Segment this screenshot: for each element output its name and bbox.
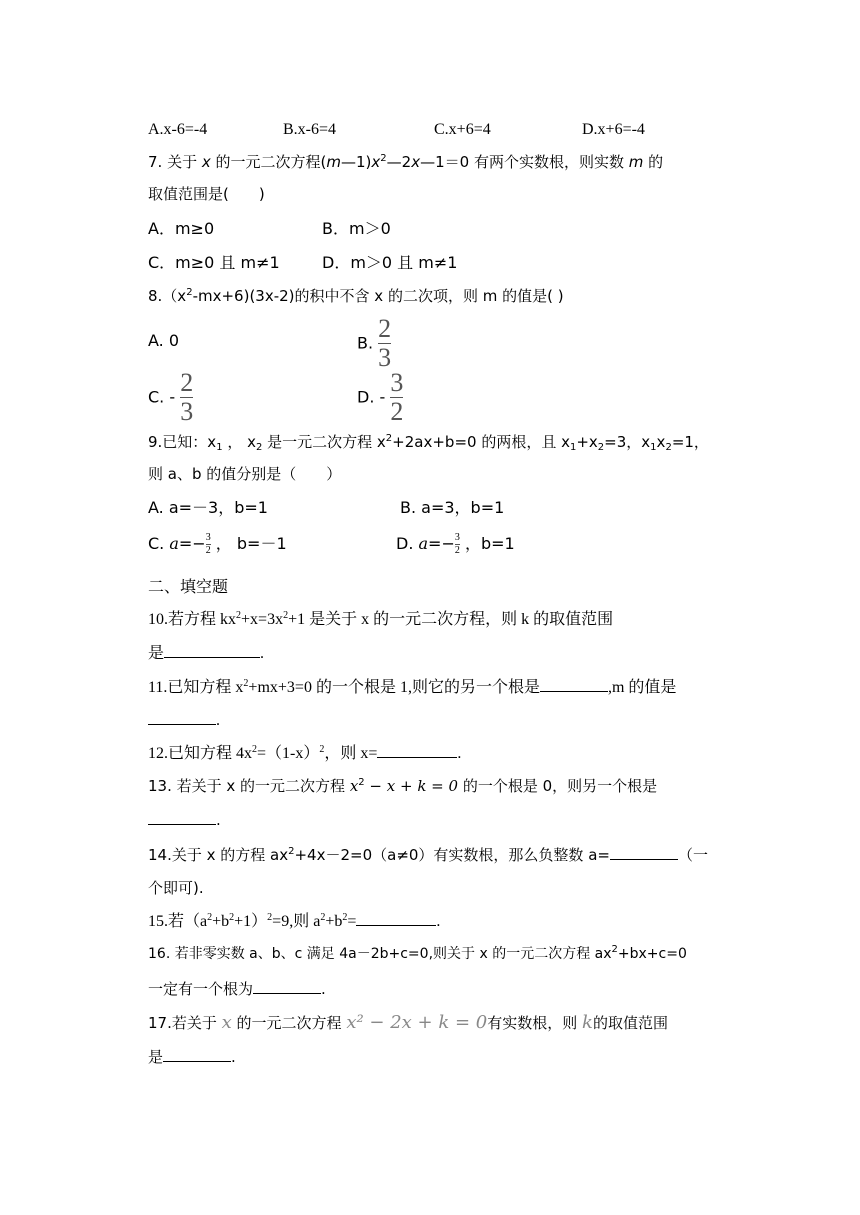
- q16-stem-line2: 一定有一个根为 .: [148, 980, 326, 998]
- q6-option-d: D.x+6=-4: [582, 121, 645, 138]
- q17-answer-blank[interactable]: [163, 1047, 231, 1062]
- q10-answer-blank[interactable]: [164, 643, 260, 658]
- q7-stem: 7. 关于 x 的一元二次方程$(m—1)x^2—2x—1=0$ 有两个实数根，则实数 m 的: [148, 153, 664, 171]
- q14-stem: 14.关于 x 的方程 $ax^2+4x-2=0(a\ne 0)$有实数根，那么负整数 a= （一: [148, 846, 708, 864]
- q14-answer-blank[interactable]: [610, 845, 678, 860]
- q14-stem-line2: 个即可).: [148, 879, 204, 897]
- q12-answer-blank[interactable]: [377, 743, 457, 758]
- q9-d-fraction: $\frac{3}{2}$: [454, 532, 460, 556]
- q8-option-d: D. - $\frac{3}{2}$: [357, 368, 404, 426]
- q8-stem: $8.(x^2-mx+6)(3x-2)$的积中不含 x 的二次项，则 m 的值是( ): [148, 287, 564, 305]
- q16-answer-blank[interactable]: [253, 979, 321, 994]
- q7-option-a: A．m≥0: [148, 219, 215, 238]
- q8-c-fraction: $\frac{2}{3}$: [180, 368, 194, 426]
- q15-answer-blank[interactable]: [356, 911, 436, 926]
- q11-answer-blank-1[interactable]: [540, 677, 608, 692]
- q6-option-c: C.x+6=4: [434, 121, 491, 138]
- q8-option-c: C. - $\frac{2}{3}$: [148, 368, 194, 426]
- q13-stem-line2: .: [148, 810, 221, 830]
- q9-stem-line2: 则 a、b 的值分别是（ ）: [148, 465, 342, 483]
- q17-stem: 17.若关于 x 的一元二次方程 x² − 2x + k = 0有实数根，则 k的取值范围: [148, 1012, 668, 1033]
- q12-stem: 12.已知方程 $4x^2=(1-x)^2$，则 x= .: [148, 744, 462, 762]
- q9-option-a: A. a=－3，b=1: [148, 498, 268, 517]
- q6-option-b: B.x-6=4: [283, 121, 337, 138]
- q8-d-fraction: $\frac{3}{2}$: [390, 368, 404, 426]
- q16-stem: 16. 若非零实数 a、b、c 满足 4a－2b+c=0,则关于 x 的一元二次方程 $ax^2+bx+c=0$: [148, 944, 687, 962]
- q7-option-c: C．m≥0 且 m≠1: [148, 253, 280, 272]
- q8-b-fraction: $\frac{2}{3}$: [378, 314, 392, 372]
- q15-stem: 15.若$(a^2+b^2+1)^2=9$,则 $a^2+b^2=$ .: [148, 912, 441, 930]
- q7-stem-line2: 取值范围是( ): [148, 185, 265, 203]
- q6-option-a: A.x-6=-4: [148, 121, 208, 138]
- q9-option-d: D. a=− $\frac{3}{2}$ ，b=1: [396, 532, 515, 556]
- q9-option-c: C. a=− $\frac{3}{2}$ ， b=－1: [148, 532, 287, 556]
- q11-stem-line2: .: [148, 710, 220, 731]
- q11-stem: 11.已知方程 $x^2+mx+3=0$ 的一个根是 1,则它的另一个根是 ,m 的值是: [148, 678, 677, 696]
- q10-stem: 10.若方程 $kx^2+x=3x^2+1$ 是关于 x 的一元二次方程，则 k 的取值范围: [148, 610, 614, 628]
- q7-option-b: B．m＞0: [322, 219, 391, 238]
- q8-option-a: A. 0: [148, 331, 180, 350]
- q9-stem: 9.已知：$x_1$ ， $x_2$ 是一元二次方程 $x^2+2ax+b=0$ 的两根，且 $x_1+x_2=3$，$x_1x_2=1$，: [148, 433, 709, 453]
- q13-stem: 13. 若关于 x 的一元二次方程 $x^2 - x + k = 0$ 的一个根是 0，则另一个根是: [148, 777, 658, 795]
- q7-option-d: D．m＞0 且 m≠1: [322, 253, 458, 272]
- q17-stem-line2: 是 .: [148, 1048, 236, 1066]
- q10-stem-line2: 是 .: [148, 645, 265, 662]
- q9-option-b: B. a=3，b=1: [400, 498, 505, 517]
- q9-c-fraction: $\frac{3}{2}$: [205, 532, 211, 556]
- q13-answer-blank[interactable]: [148, 810, 216, 825]
- q11-answer-blank-2[interactable]: [148, 710, 216, 725]
- q8-option-b: B. $\frac{2}{3}$: [357, 314, 392, 372]
- section-heading-fill-in: 二、填空题: [148, 579, 229, 596]
